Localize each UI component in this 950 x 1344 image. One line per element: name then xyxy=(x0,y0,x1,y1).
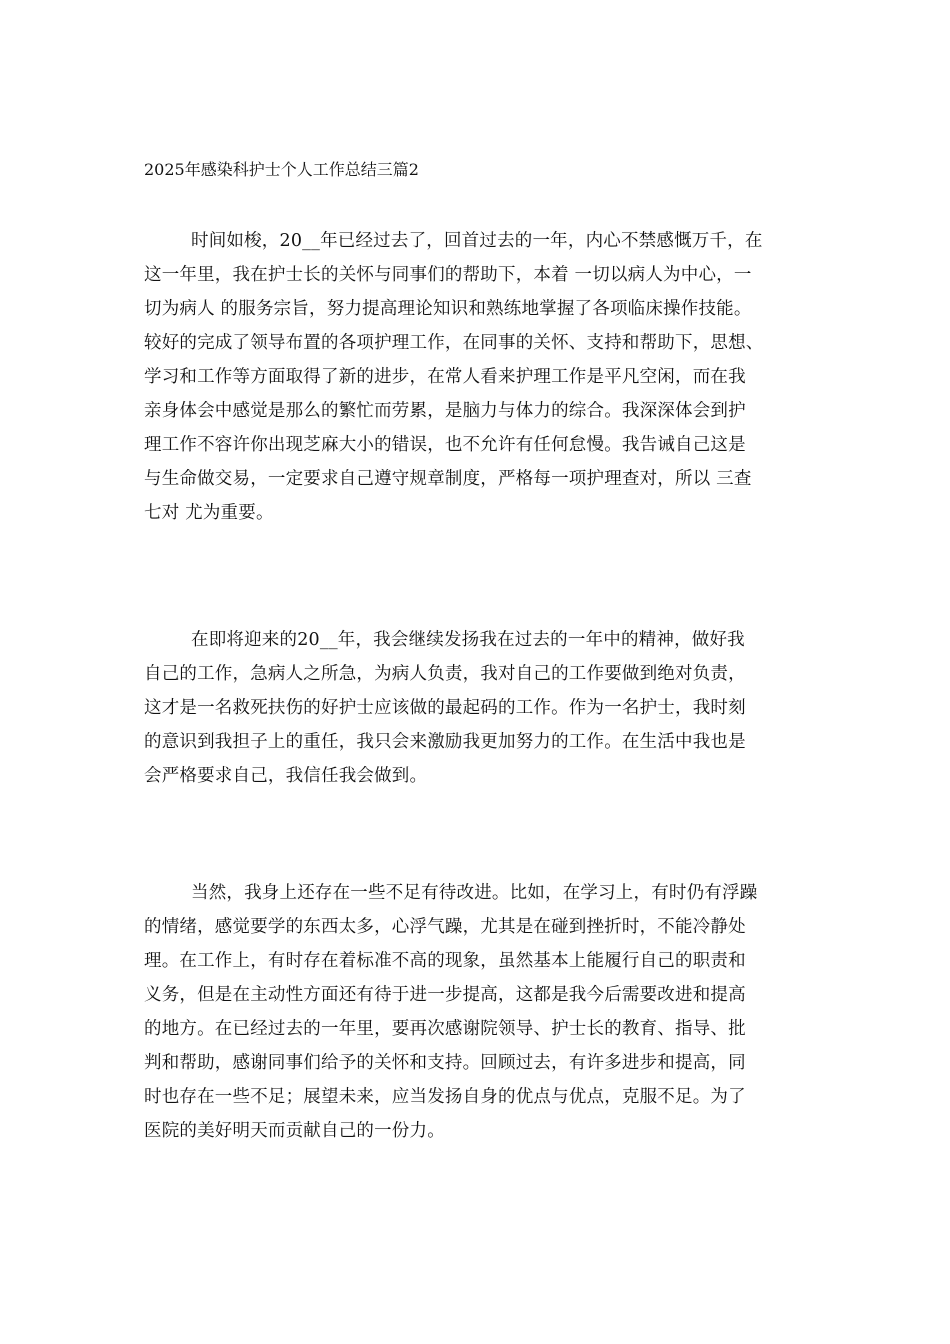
paragraph-line: 会严格要求自己，我信任我会做到。 xyxy=(144,766,428,786)
paragraph-line: 这一年里，我在护士长的关怀与同事们的帮助下，本着 一切以病人为中心，一 xyxy=(144,265,752,285)
paragraph-line: 理。在工作上，有时存在着标准不高的现象，虽然基本上能履行自己的职责和 xyxy=(144,951,746,971)
paragraph-line: 较好的完成了领导布置的各项护理工作，在同事的关怀、支持和帮助下，思想、 xyxy=(144,333,764,353)
paragraph-line: 判和帮助，感谢同事们给予的关怀和支持。回顾过去，有许多进步和提高，同 xyxy=(144,1053,746,1073)
paragraph-line: 的情绪，感觉要学的东西太多，心浮气躁，尤其是在碰到挫折时，不能冷静处 xyxy=(144,917,746,937)
paragraph-line: 自己的工作，急病人之所急，为病人负责，我对自己的工作要做到绝对负责， xyxy=(144,664,746,684)
paragraph-line: 学习和工作等方面取得了新的进步，在常人看来护理工作是平凡空闲，而在我 xyxy=(144,367,746,387)
paragraph-line: 义务，但是在主动性方面还有待于进一步提高，这都是我今后需要改进和提高 xyxy=(144,985,746,1005)
paragraph-3 xyxy=(144,876,808,1148)
paragraph-line: 当然，我身上还存在一些不足有待改进。比如，在学习上，有时仍有浮躁 xyxy=(191,883,758,903)
paragraph-line: 七对 尤为重要。 xyxy=(144,503,274,523)
paragraph-line: 理工作不容许你出现芝麻大小的错误，也不允许有任何怠慢。我告诫自己这是 xyxy=(144,435,746,455)
document-title: 2025年感染科护士个人工作总结三篇2 xyxy=(144,160,419,179)
paragraph-line: 亲身体会中感觉是那么的繁忙而劳累，是脑力与体力的综合。我深深体会到护 xyxy=(144,401,746,421)
paragraph-line: 时间如梭，20__年已经过去了，回首过去的一年，内心不禁感慨万千，在 xyxy=(191,231,763,251)
paragraph-line: 切为病人 的服务宗旨，努力提高理论知识和熟练地掌握了各项临床操作技能。 xyxy=(144,299,752,319)
paragraph-1 xyxy=(144,224,808,530)
paragraph-line: 与生命做交易，一定要求自己遵守规章制度，严格每一项护理查对，所以 三查 xyxy=(144,469,752,489)
paragraph-line: 在即将迎来的20__年，我会继续发扬我在过去的一年中的精神，做好我 xyxy=(191,630,745,650)
paragraph-line: 时也存在一些不足；展望未来，应当发扬自身的优点与优点，克服不足。为了 xyxy=(144,1087,746,1107)
paragraph-line: 的意识到我担子上的重任，我只会来激励我更加努力的工作。在生活中我也是 xyxy=(144,732,746,752)
paragraph-line: 的地方。在已经过去的一年里，要再次感谢院领导、护士长的教育、指导、批 xyxy=(144,1019,746,1039)
paragraph-2 xyxy=(144,623,808,793)
paragraph-line: 这才是一名救死扶伤的好护士应该做的最起码的工作。作为一名护士，我时刻 xyxy=(144,698,746,718)
paragraph-line: 医院的美好明天而贡献自己的一份力。 xyxy=(144,1121,445,1141)
